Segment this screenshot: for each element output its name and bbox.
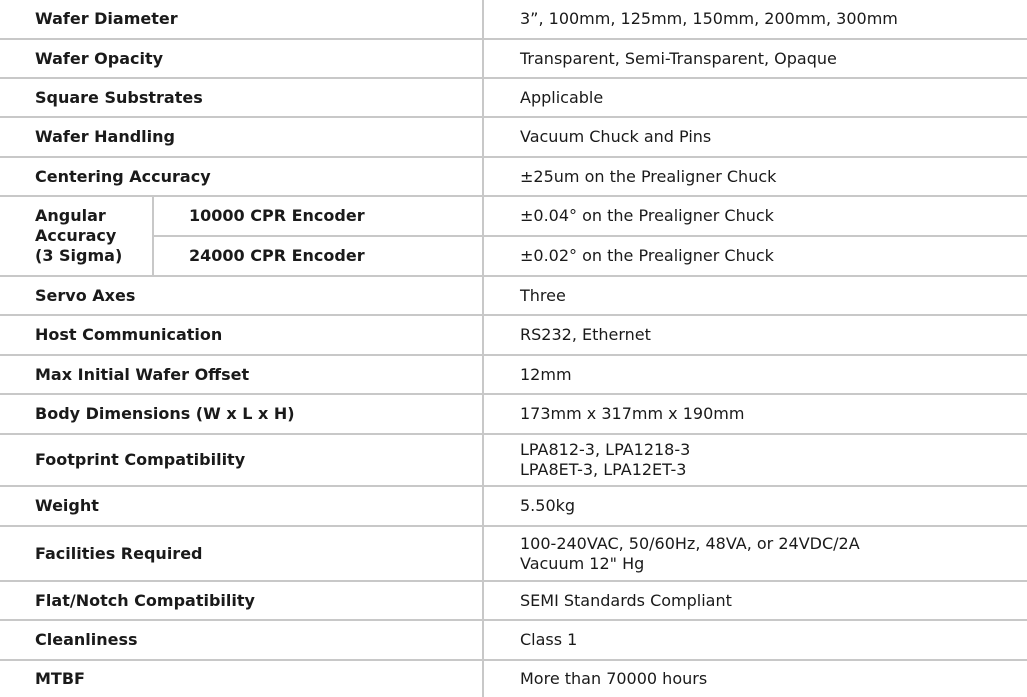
table-row	[0, 394, 1027, 434]
table-row	[0, 39, 1027, 78]
angular-accuracy-label-line: Accuracy	[35, 226, 117, 245]
spec-value: Vacuum Chuck and Pins	[483, 117, 1027, 157]
spec-label: Wafer Opacity	[0, 39, 483, 78]
spec-value: ±0.02° on the Prealigner Chuck	[483, 236, 1027, 276]
spec-value-line: Vacuum 12" Hg	[520, 553, 645, 573]
spec-label: Square Substrates	[0, 78, 483, 117]
spec-value-line: LPA8ET-3, LPA12ET-3	[520, 460, 687, 479]
spec-value	[483, 526, 1027, 581]
angular-accuracy-label-line: (3 Sigma)	[35, 246, 123, 265]
spec-label: Servo Axes	[0, 276, 483, 315]
table-row	[0, 355, 1027, 394]
table-row	[0, 315, 1027, 355]
spec-label: Cleanliness	[0, 620, 483, 660]
spec-label: Weight	[0, 486, 483, 526]
spec-label: Max Initial Wafer Offset	[0, 355, 483, 394]
table-row	[0, 581, 1027, 620]
spec-value-line: LPA812-3, LPA1218-3	[520, 440, 691, 459]
table-row	[0, 660, 1027, 697]
spec-value: 3”, 100mm, 125mm, 150mm, 200mm, 300mm	[483, 0, 1027, 39]
spec-label: Host Communication	[0, 315, 483, 355]
encoder-label: 10000 CPR Encoder	[153, 196, 483, 236]
encoder-label: 24000 CPR Encoder	[153, 236, 483, 276]
spec-label: Body Dimensions (W x L x H)	[0, 394, 483, 434]
spec-value-line: 100-240VAC, 50/60Hz, 48VA, or 24VDC/2A	[520, 533, 860, 553]
spec-label: Centering Accuracy	[0, 157, 483, 196]
spec-label: Facilities Required	[0, 526, 483, 581]
spec-label: Wafer Handling	[0, 117, 483, 157]
spec-value	[483, 434, 1027, 486]
spec-value: Three	[483, 276, 1027, 315]
table-row	[0, 434, 1027, 486]
table-row	[0, 526, 1027, 581]
table-row	[0, 196, 1027, 236]
table-row	[0, 276, 1027, 315]
table-row	[0, 0, 1027, 39]
spec-label: Footprint Compatibility	[0, 434, 483, 486]
table-row	[0, 236, 1027, 276]
spec-value: Class 1	[483, 620, 1027, 660]
table-row	[0, 157, 1027, 196]
spec-value: SEMI Standards Compliant	[483, 581, 1027, 620]
spec-value: ±25um on the Prealigner Chuck	[483, 157, 1027, 196]
spec-value: 12mm	[483, 355, 1027, 394]
spec-label: MTBF	[0, 660, 483, 697]
angular-accuracy-label	[0, 196, 153, 276]
spec-value: RS232, Ethernet	[483, 315, 1027, 355]
table-row	[0, 78, 1027, 117]
table-row	[0, 486, 1027, 526]
spec-label: Flat/Notch Compatibility	[0, 581, 483, 620]
spec-value: Transparent, Semi-Transparent, Opaque	[483, 39, 1027, 78]
spec-value: 173mm x 317mm x 190mm	[483, 394, 1027, 434]
table-row	[0, 620, 1027, 660]
table-row	[0, 117, 1027, 157]
spec-value: Applicable	[483, 78, 1027, 117]
spec-value: More than 70000 hours	[483, 660, 1027, 697]
angular-accuracy-label-line: Angular	[35, 206, 106, 225]
spec-label: Wafer Diameter	[0, 0, 483, 39]
spec-value: ±0.04° on the Prealigner Chuck	[483, 196, 1027, 236]
spec-value: 5.50kg	[483, 486, 1027, 526]
